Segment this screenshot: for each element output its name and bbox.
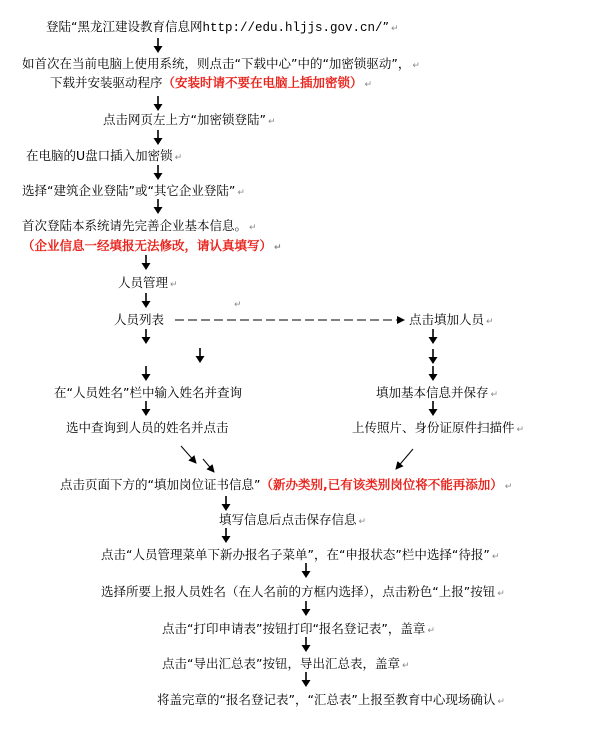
closing-quote: ” [382,19,389,34]
down-arrow-icon [153,130,163,145]
down-arrow-icon [141,329,151,344]
step-text: 在“人员姓名”栏中输入姓名并查询 [54,385,242,400]
step-search-name [54,385,242,401]
step-download-driver [22,56,420,74]
step-export-summary [162,656,410,674]
enterprise-info-warning [22,238,282,256]
paragraph-mark-icon: ↵ [234,300,242,310]
step-install-driver [50,75,372,93]
step-add-cert-info [60,477,512,495]
down-arrow-icon [153,199,163,214]
down-arrow-icon [301,563,311,578]
site-url-link[interactable]: http://edu.hljjs.gov.cn/ [202,21,383,35]
step-text: 选择“建筑企业登陆”或“其它企业登陆” [22,183,236,198]
step-save-info [219,512,366,530]
step-select-found-name [66,420,229,436]
step-personnel-list [114,312,164,328]
paragraph-mark-icon: ↵ [170,280,178,290]
down-arrow-icon [153,96,163,111]
paragraph-mark-icon: ↵ [358,517,367,527]
down-arrow-icon [153,165,163,180]
down-arrow-icon [428,401,438,416]
paragraph-mark-icon: ↵ [486,317,494,327]
down-arrow-icon [195,348,205,363]
step-click-add-person [409,312,494,330]
down-arrow-icon [221,496,231,511]
paragraph-mark-icon: ↵ [497,589,505,599]
step-complete-enterprise-info [22,218,257,236]
diagonal-arrow-left [181,446,196,463]
warning-text: （企业信息一经填报无法修改，请认真填写） [22,238,273,253]
step-personnel-management [118,275,178,293]
step-text: 点击“打印申请表”按钮打印“报名登记表”，盖章 [162,621,426,636]
paragraph-mark-icon: ↵ [497,697,505,707]
down-arrow-icon [301,601,311,616]
step-text: 人员列表 [114,312,165,327]
step-select-pending-status [101,547,499,565]
down-arrow-icon [141,255,151,270]
paragraph-mark-icon: ↵ [401,661,410,671]
add-cert-warning-note: （新办类别,已有该类别岗位将不能再添加） [260,477,503,492]
step-text: 首次登陆本系统请先完善企业基本信息。 [22,218,248,233]
step-click-lock-login [103,112,276,130]
step-fill-basic-info [376,385,498,403]
step-text: 选择所要上报人员姓名（在人名前的方框内选择），点击粉色“上报”按钮 [101,584,496,599]
step-text: 将盖完章的“报名登记表”，“汇总表”上报至教育中心现场确认 [157,692,496,707]
step-text: 选中查询到人员的姓名并点击 [66,420,229,435]
down-arrow-icon [428,329,438,344]
paragraph-mark-icon: ↵ [267,117,276,127]
down-arrow-icon [141,401,151,416]
down-arrow-icon [141,293,151,308]
step-text: 填写信息后点击保存信息 [219,512,357,527]
step-text: 填加基本信息并保存 [376,385,489,400]
step-upload-scans [352,420,524,438]
step-text: 点击页面下方的“填加岗位证书信息” [60,477,261,492]
down-arrow-icon [301,672,311,687]
paragraph-mark-icon: ↵ [249,223,257,233]
paragraph-mark-icon: ↵ [516,425,525,435]
step-select-and-report [101,584,505,602]
paragraph-mark-icon: ↵ [364,80,373,90]
paragraph-mark-icon: ↵ [174,153,183,163]
branch-no-other-cert-label [232,295,242,313]
step-print-application [162,621,435,639]
step-text: 点击“导出汇总表”按钮，导出汇总表，盖章 [162,656,400,671]
paragraph-mark-icon: ↵ [391,24,399,34]
step-text: 在电脑的U盘口插入加密锁 [26,148,173,163]
install-warning-note: （安装时请不要在电脑上插加密锁） [162,75,363,90]
paragraph-mark-icon: ↵ [274,243,282,253]
down-arrow-icon [428,366,438,381]
paragraph-mark-icon: ↵ [504,482,513,492]
step-text: 点击“人员管理菜单下新办报名子菜单”，在“申报状态”栏中选择“待报” [101,547,490,562]
down-arrow-icon [153,38,163,53]
down-arrow-icon [221,528,231,543]
step-text: 下载并安装驱动程序 [50,75,163,90]
step-text: 点击网页左上方“加密锁登陆” [103,112,266,127]
step-text: 上传照片、身份证原件扫描件 [352,420,515,435]
paragraph-mark-icon: ↵ [412,61,420,71]
step-submit-on-site [157,692,505,710]
step-choose-enterprise-login [22,183,245,201]
step-text: 如首次在当前电脑上使用系统，则点击“下载中心”中的“加密锁驱动”， [22,56,411,71]
diagonal-arrow-middle [203,459,214,472]
step-login-website [46,19,399,37]
paragraph-mark-icon: ↵ [490,390,499,400]
step-text: 点击填加人员 [409,312,485,327]
step-text: 登陆“黑龙江建设教育信息网 [46,19,203,34]
diagonal-arrow-right [396,449,413,469]
paragraph-mark-icon: ↵ [491,552,500,562]
step-insert-lock [26,148,182,166]
down-arrow-icon [301,637,311,652]
down-arrow-icon [141,366,151,381]
paragraph-mark-icon: ↵ [427,626,435,636]
down-arrow-icon [428,349,438,364]
paragraph-mark-icon: ↵ [237,188,245,198]
step-text: 人员管理 [118,275,169,290]
